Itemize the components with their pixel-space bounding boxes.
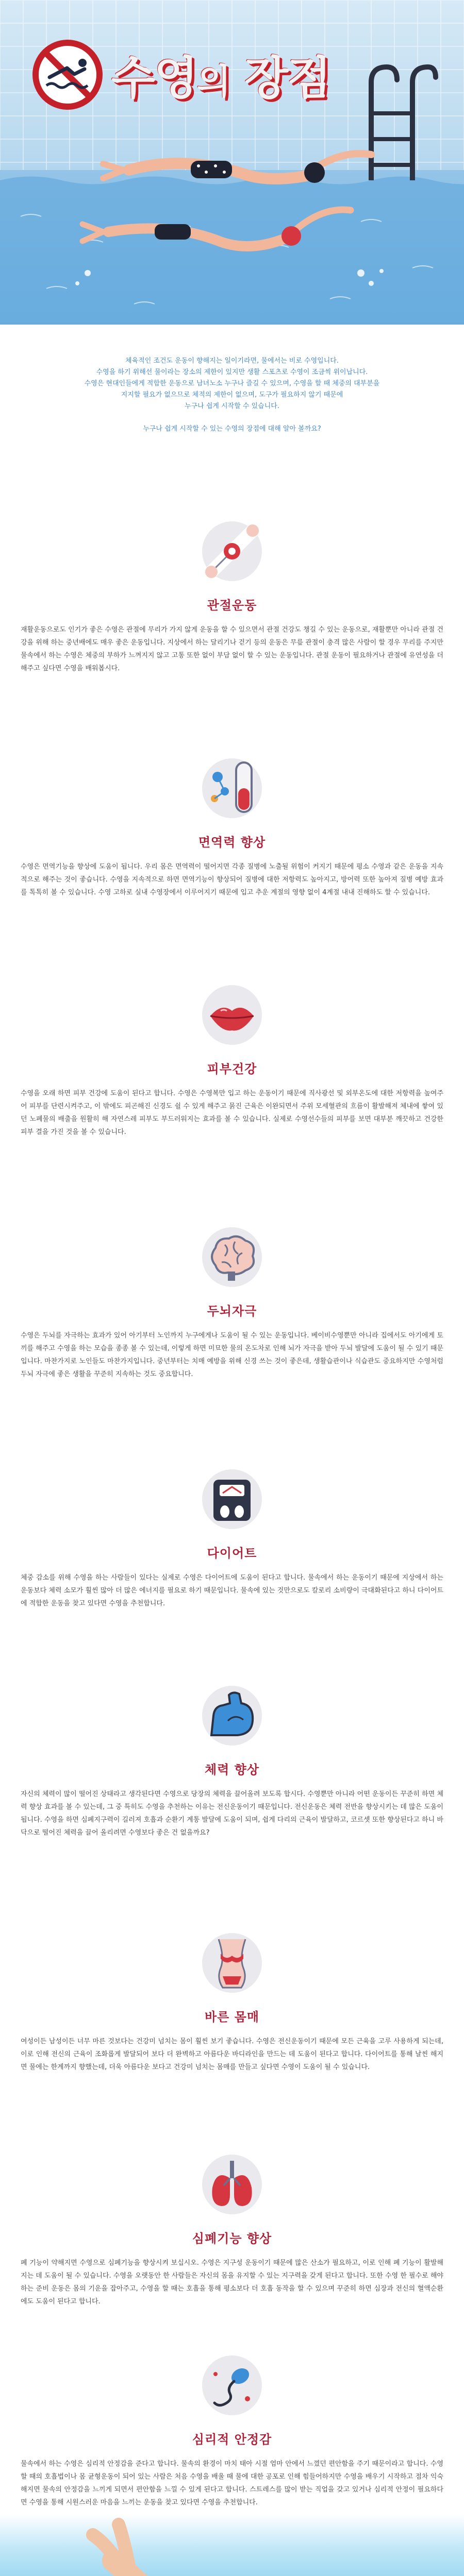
test-tube-icon [196,752,268,824]
lungs-icon [196,2148,268,2221]
section-body: 재활운동으로도 인기가 좋은 수영은 관절에 무리가 가지 않게 운동을 할 수 있으면서 관절 건강도 챙길 수 있는 운동으로, 재활뿐만 아니라 관절 건강을 위해 하는 중년배에도 매우 좋은 운동입니다. 지상에서 하는 달리기나 걷기 등의 운동은 무릎 관절이 충격 많은 사람이 할 경우 무리를 주지만 물속에서 하는 수영은 체중의 부하가 느껴지지 않고 고통 또한 없이 부담 없이 할 수 있는 운동입니다. 관절 운동이 필요하거나 관절에 유연성을 더해주고 싶다면 수영을 배워봅시다. [21,626,443,672]
no-swimming-sign-icon [31,38,104,111]
section-body: 여성이든 남성이든 너무 마른 것보다는 건강미 넘치는 몸이 훨씬 보기 좋습니다. 수영은 전신운동이기 때문에 모든 근육을 고루 사용하게 되는데, 이로 인해 전신의 근육이 조화롭게 발달되어 보다 더 완벽하고 아름다운 바디라인을 만드는 데 도움이 된다고 합니다. 다이어트를 통해 날씬 해지면 물에는 한계까지 향했는데, 더욱 아름다운 보다고 건강미 넘치는 몸매를 만들고 싶다면 수영이 도움이 될 수 있습니다. [21,2038,443,2071]
hero-banner [0,0,464,325]
section-body: 수영은 두뇌를 자극하는 효과가 있어 아기부터 노인까지 누구에게나 도움이 될 수 있는 운동입니다. 베이비수영뿐만 아니라 집에서도 아기에게 토끼를 해주고 수영을 하는 모습을 종종 볼 수 있는데, 이렇게 하면 미묘한 물의 온도차로 인해 뇌가 자극을 받아 두뇌 발달에 도움이 될 수 있기 때문입니다. 마찬가지로 노인들도 마찬가지입니다. 중년부터는 치매 예방을 위해 신경 쓰는 것이 좋은데, 생활습관이나 식습관도 중요하지만 수영처럼 두뇌 자극에 좋은 생활을 꾸준히 지속하는 것도 중요합니다. [21,1332,443,1378]
woman-torso-icon [196,1927,268,1999]
section-title: 심리적 안정감 [192,2432,272,2447]
section-title: 두뇌자극 [207,1303,257,1318]
joint-icon [196,515,268,587]
title-main: 수영 [111,52,197,105]
sperm-icon [196,2349,268,2421]
intro-line: 수영은 현대인들에게 적합한 운동으로 남녀노소 누구나 즐길 수 있으며, 수영을 할 때 체중의 대부분을 [84,380,380,387]
intro-line: 누구나 쉽게 시작할 수 있습니다. [185,402,279,410]
muscle-arm-icon [196,1680,268,1752]
section-body: 자신의 체력이 많이 떨어진 상태라고 생각된다면 수영으로 당장의 체력을 끌어올려 보도록 합시다. 수영뿐만 아니라 어떤 운동이든 꾸준히 하면 체력 향상 효과를 볼 수 있는데, 그 중 특히도 수영을 추천하는 이유는 전신운동이기 때문입니다. 전신운동은 체력 전반을 향상시키는 데 많은 도움이 됩니다. 수영을 하면 심폐지구력이 길러져 호흡과 순환기 계통 발달에 도움이 되며, 쉽게 다리의 근육이 발달하고, 코르셋 또한 향상된다고 하니 바닥으로 떨어진 체력을 끌어 올리려면 수영보다 좋은 건 없을까요? [21,1790,443,1837]
swimmer-top [103,154,371,183]
lips-icon [196,979,268,1051]
section-body: 물속에서 하는 수영은 심리적 안정감을 준다고 합니다. 물속의 환경이 마치 태아 시절 엄마 안에서 느꼈던 편안함을 주기 때문이라고 합니다. 수영할 때의 호흡법이나 몸 균형운동이 되어 있는 사람은 처음 수영을 배울 때 물에 대한 공포로 인해 힘들어하지만 수영을 배우기 시작하고 점차 익숙해지면 물속의 안정감을 느끼게 되면서 편안함을 느낄 수 있게 된다고 합니다. 스트레스를 많이 받는 직업을 갖고 있거나 심리적 안정이 필요하다면 수영을 통해 시원스러운 마음을 느끼는 운동을 찾고 있다면 수영을 추천합니다. [21,2460,443,2506]
section-body: 폐 기능이 약해지면 수영으로 심폐기능을 향상시켜 보십시오. 수영은 지구성 운동이기 때문에 많은 산소가 필요하고, 이로 인해 폐 기능이 활발해지는 데 도움이 될 수 있습니다. 수영을 오랫동안 한 사람들은 자신의 몸을 유지할 수 있는 지구력을 갖게 된다고 합니다. 또한 수영 한 필수로 해야 하는 준비 운동은 몸의 기운을 잡아주고, 수영을 할 때는 호흡을 통해 평소보다 더 호흡 동작을 할 수 있으며 꾸준히 하면 심장과 전신의 혈액순환에도 도움이 된다고 합니다. [21,2259,443,2306]
swimmer-bottom [82,210,351,246]
section-title: 면역력 향상 [198,835,266,850]
title-text [111,42,330,107]
section-body: 수영을 오래 하면 피부 건강에 도움이 된다고 합니다. 수영은 수영복만 입고 하는 운동이기 때문에 직사광선 및 외부온도에 대한 저항력을 높여주어 피부를 단련시켜주고, 이 밖에도 피곤해진 신경도 쉴 수 있게 해주고 묽진 근육은 이완되면서 주위 모세혈관의 흐름이 활발해져 체내에 쌓여 있던 노폐물의 배출을 원활히 해 자연스레 피부도 부드러워지는 효과를 볼 수 있습니다. 실제로 수영선수들의 피부를 보면 대부분 깨끗하고 건강한 피부 결을 가진 것을 볼 수 있습니다. [21,1090,443,1136]
section-title: 관절운동 [207,598,257,613]
section-title: 다이어트 [207,1546,257,1561]
section-title: 바른 몸매 [204,2009,260,2024]
intro-line: 체육적인 조건도 운동이 향해지는 일이기라면, 물에서는 비로 수영입니다. [125,357,339,365]
section-title: 피부건강 [207,1061,257,1076]
intro-line: 지지할 필요가 없으므로 체적의 제한이 없으며, 도구가 필요하지 않기 때문에 [121,391,343,399]
section-title: 체력 향상 [204,1762,260,1777]
underwater-swimmer-photo [0,2514,464,2576]
swimmers-illustration [0,118,464,325]
section-body: 수영은 면역기능을 향상에 도움이 됩니다. 우리 몸은 면역력이 떨어지면 각종 질병에 노출될 위험이 커지기 때문에 평소 수영과 같은 운동을 지속적으로 해주는 것이 좋습니다. 수영을 지속적으로 하면 면역기능이 향상되어 질병에 대한 저항력도 높아지고, 방어력 또한 높아져 질병 예방 효과를 톡톡히 볼 수 있습니다. 수영 고하로 실내 수영장에서 이루어지기 때문에 입고 추운 계절의 영향 없이 4계절 내내 진해하도 할 수 있습니다. [21,863,443,896]
scale-icon [196,1463,268,1535]
title-particle: 의 [197,62,230,103]
intro-text [0,355,464,435]
section-title: 심폐기능 향상 [192,2231,272,2246]
brain-icon [196,1221,268,1293]
section-body: 체중 감소를 위해 수영을 하는 사람들이 있다는 실제로 수영은 다이어트에 도움이 된다고 합니다. 물속에서 하는 운동이기 때문에 지상에서 하는 운동보다 체력 소모가 훨씬 많아 더 많은 에너지를 필요로 하기 때문입니다. 물속에 있는 것만으로도 칼로리 소비량이 극대화된다고 하니 다이어트에 적합한 운동을 찾고 있다면 수영을 추천합니다. [21,1574,443,1607]
intro-question: 누구나 쉽게 시작할 수 있는 수영의 장점에 대해 알아 볼까요? [143,425,321,433]
page-title [31,39,330,111]
title-end: 장점 [244,52,330,105]
intro-line: 수영을 하기 위해선 물이라는 장소의 제한이 있지만 생활 스포츠로 수영이 조금씩 위이납니다. [96,368,368,376]
